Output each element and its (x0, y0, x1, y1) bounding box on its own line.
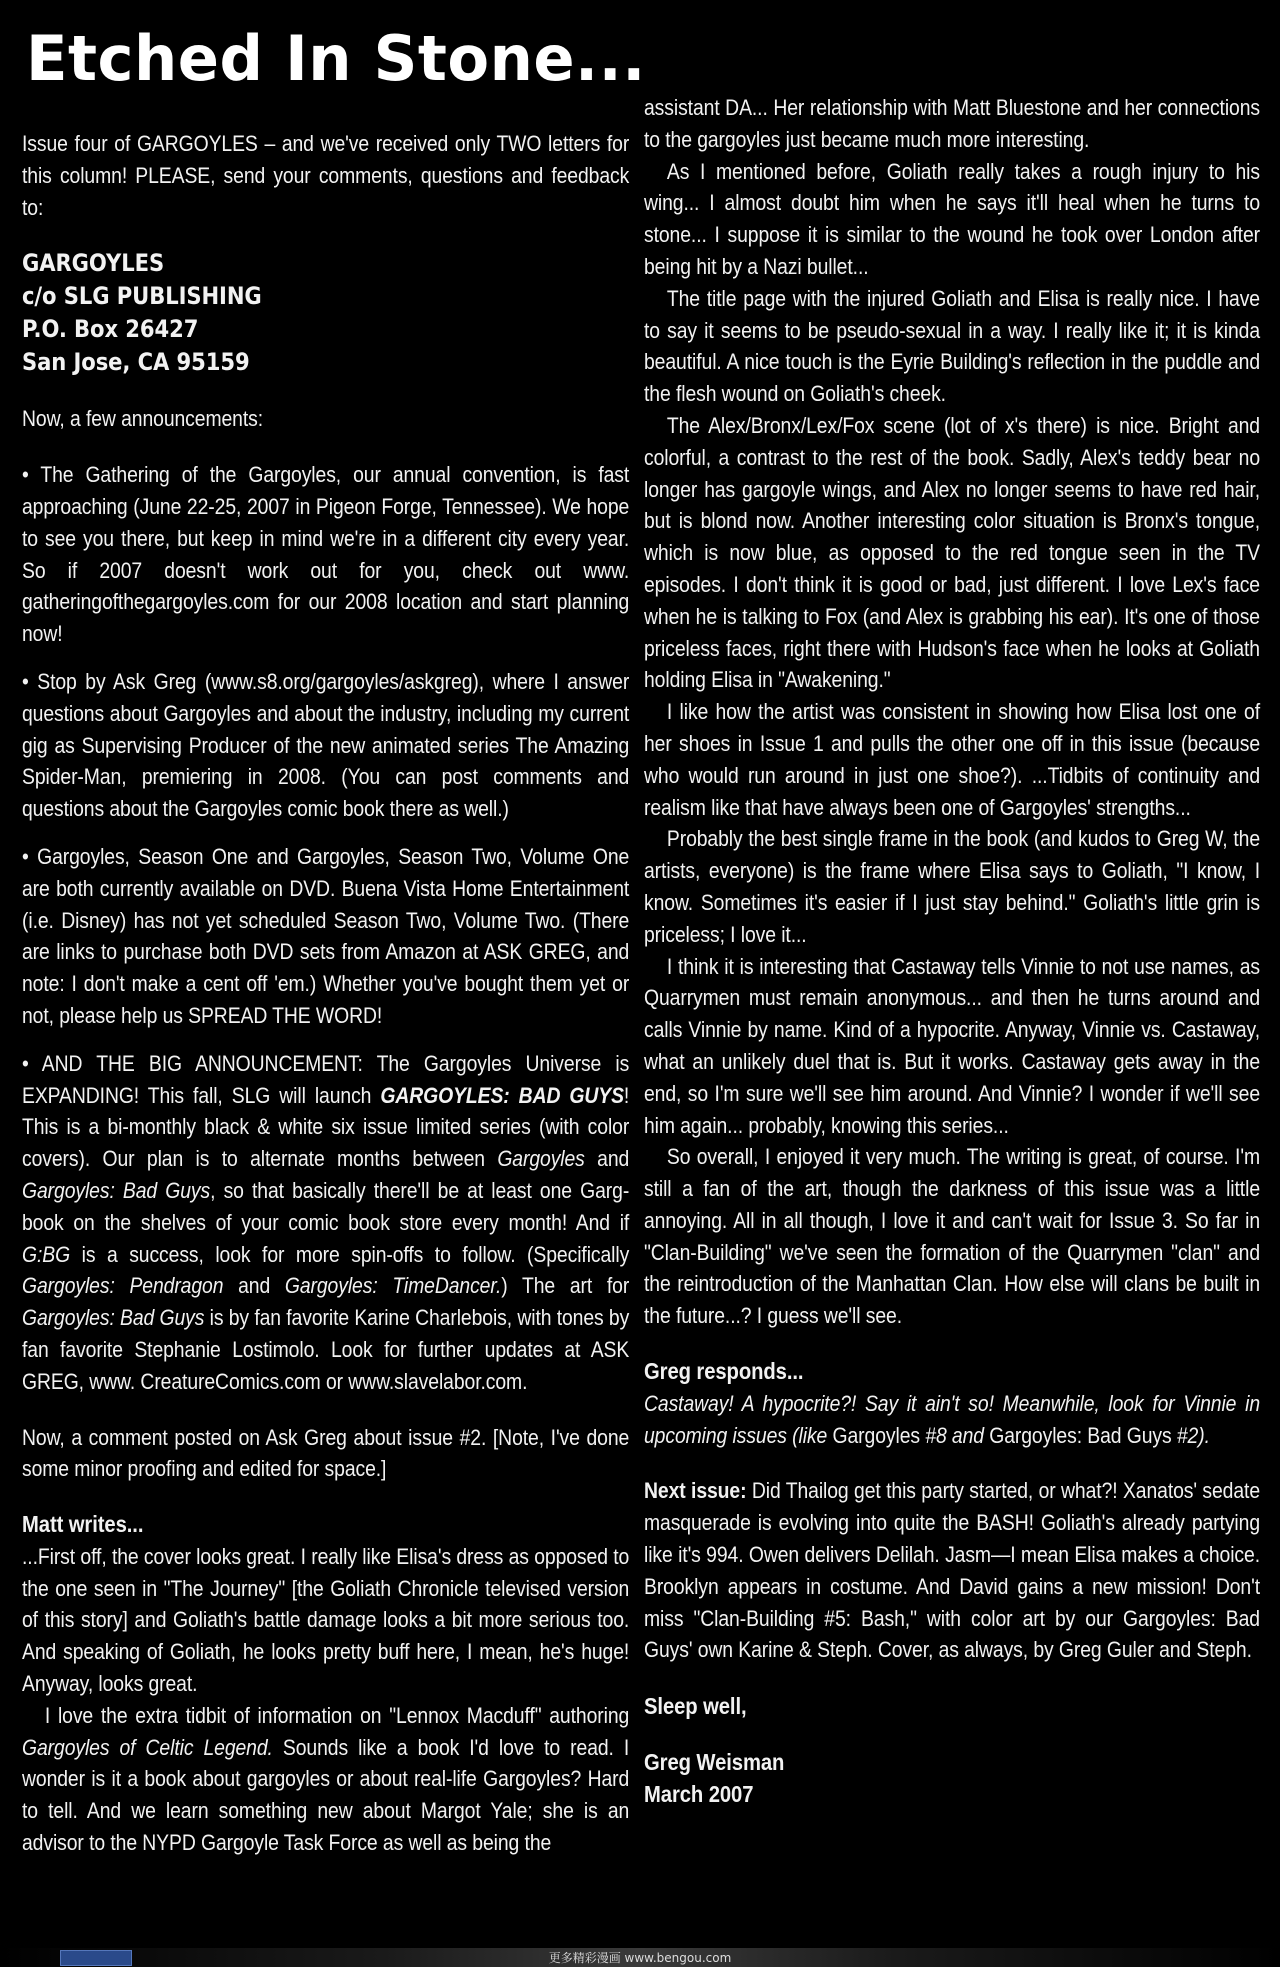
response-text: Castaway! A hypocrite?! Say it ain't so! Meanwhile, look for Vinnie in upcoming issues (like Gargoyles #8 and Gargoyles: Bad Guys #2). (644, 1390, 1260, 1448)
address-line: P.O. Box 26427 (22, 315, 199, 344)
announcements-intro: Now, a few announcements: (22, 406, 264, 432)
comment-intro: Now, a comment posted on Ask Greg about issue #2. [Note, I've done some minor proofing and edited for space.] (22, 1424, 630, 1482)
letter-paragraph: The title page with the injured Goliath and Elisa is really nice. I have to say it seems to be pseudo-sexual in a way. I really like it; it is kinda beautiful. A nice touch is the Eyrie Building's reflection in the puddle and the flesh wound on Goliath's cheek. (644, 285, 1260, 407)
right-column (644, 92, 1260, 1810)
address-line: c/o SLG PUBLISHING (22, 282, 262, 311)
announcement-gathering: • The Gathering of the Gargoyles, our annual convention, is fast approaching (June 22-25, 2007 in Pigeon Forge, Tennessee). We hope to see you there, but keep in mind we're in a different city every year. So if 2007 doesn't work out for you, check out www. gatheringofthegargoyles.com for our 2008 location and start planning now! (22, 462, 630, 647)
announcement-ask-greg: • Stop by Ask Greg (www.s8.org/gargoyles/askgreg), where I answer questions about Gargoyles and about the industry, including my current gig as Supervising Producer of the new animated series The Amazing Spider-Man, premiering in 2008. (You can post comments and questions about the Gargoyles comic book there as well.) (22, 668, 630, 822)
signoff: Sleep well, (644, 1693, 747, 1720)
letter-paragraph: ...First off, the cover looks great. I really like Elisa's dress as opposed to the one seen in "The Journey" [the Goliath Chronicle televised version of this story] and Goliath's battle damage looks a bit more serious too. And speaking of Goliath, he looks pretty buff here, I mean, he's huge! Anyway, looks great. (22, 1543, 630, 1697)
letter-paragraph: As I mentioned before, Goliath really takes a rough injury to his wing... I almost doubt him when he says it'll heal when he turns to stone... I suppose it is similar to the wound he took over London after being hit by a Nazi bullet... (644, 158, 1260, 279)
letter-paragraph: So overall, I enjoyed it very much. The writing is great, of course. I'm still a fan of the art, though the darkness of this issue was a little annoying. All in all though, I love it and can't wait for Issue 3. So far in "Clan-Building" we've seen the formation of the Quarrymen "clan" and the reintroduction of the Manhattan Clan. How else will clans be built in the future...? I guess we'll see. (644, 1144, 1260, 1329)
letter-paragraph: The Alex/Bronx/Lex/Fox scene (lot of x's there) is nice. Bright and colorful, a contrast to the rest of the book. Sadly, Alex's teddy bear no longer has gargoyle wings, and Alex no longer seems to have red hair, but is blond now. Another interesting color situation is Bronx's tongue, which is now blue, as opposed to the red tongue seen in the TV episodes. I don't think it is good or bad, just different. I love Lex's face when he is talking to Fox (and Alex is grabbing his ear). It's one of those priceless faces, right there with Hudson's face when he looks at Goliath holding Elisa in "Awakening." (644, 412, 1260, 693)
letter-paragraph: I like how the artist was consistent in showing how Elisa lost one of her shoes in Issue 1 and pulls the other one off in this issue (because who would run around in just one shoe?). ...Tidbits of continuity and realism like that have always been one of Gargoyles' strengths... (644, 699, 1260, 820)
letter-author-heading: Matt writes... (22, 1511, 144, 1538)
mailing-address (22, 247, 629, 379)
response-heading: Greg responds... (644, 1358, 804, 1385)
address-line: San Jose, CA 95159 (22, 348, 250, 377)
author-name: Greg Weisman (644, 1749, 785, 1776)
letter-paragraph: Probably the best single frame in the book (and kudos to Greg W, the artists, everyone) is the frame where Elisa says to Goliath, "I know, I know. Sometimes it's easier if I just stay behind." Goliath's little grin is priceless; I love it... (644, 826, 1260, 947)
page-title: Etched In Stone... (26, 22, 646, 95)
announcement-bad-guys: • AND THE BIG ANNOUNCEMENT: The Gargoyles Universe is EXPANDING! This fall, SLG will launch GARGOYLES: BAD GUYS! This is a bi-monthly black & white six issue limited series (with color covers). Our plan is to alternate months between Gargoyles and Gargoyles: Bad Guys, so that basically there'll be at least one Garg-book on the shelves of your comic book store every month! And if G:BG is a success, look for more spin-offs to follow. (Specifically Gargoyles: Pendragon and Gargoyles: TimeDancer.) The art for Gargoyles: Bad Guys is by fan favorite Karine Charlebois, with tones by fan favorite Stephanie Lostimolo. Look for further updates at ASK GREG, www. CreatureComics.com or www.slavelabor.com. (22, 1050, 630, 1394)
address-line: GARGOYLES (22, 249, 165, 278)
footer-watermark-text: 更多精彩漫画 www.bengou.com (548, 1951, 732, 1965)
letter-date: March 2007 (644, 1781, 754, 1808)
announcement-dvd: • Gargoyles, Season One and Gargoyles, Season Two, Volume One are both currently available on DVD. Buena Vista Home Entertainment (i.e. Disney) has not yet scheduled Season Two, Volume Two. (There are links to purchase both DVD sets from Amazon at ASK GREG, and note: I don't make a cent off 'em.) Whether you've bought them yet or not, please help us SPREAD THE WORD! (22, 843, 630, 1028)
letter-paragraph: I think it is interesting that Castaway tells Vinnie to not use names, as Quarrymen must remain anonymous... and then he turns around and calls Vinnie by name. Kind of a hypocrite. Anyway, Vinnie vs. Castaway, what an unlikely duel that is. But it works. Castaway gets away in the end, so I'm sure we'll see him around. And Vinnie? I wonder if we'll see him again... probably, knowing this series... (644, 953, 1260, 1138)
intro-paragraph: Issue four of GARGOYLES – and we've received only TWO letters for this column! PLEASE, send your comments, questions and feedback to: (22, 131, 630, 220)
letter-paragraph: I love the extra tidbit of information on "Lennox Macduff" authoring Gargoyles of Celtic Legend. Sounds like a book I'd love to read. I wonder is it a book about gargoyles or about real-life Gargoyles? Hard to tell. And we learn something new about Margot Yale; she is an advisor to the NYPD Gargoyle Task Force as well as being the (22, 1702, 630, 1856)
next-issue-preview: Next issue: Did Thailog get this party started, or what?! Xanatos' sedate masquerade is evolving into quite the BASH! Goliath's already partying like it's 994. Owen delivers Delilah. Jasm—I mean Elisa makes a choice. Brooklyn appears in costume. And David gains a new mission! Don't miss "Clan-Building #5: Bash," with color art by our Gargoyles: Bad Guys' own Karine & Steph. Cover, as always, by Greg Guler and Steph. (644, 1478, 1261, 1663)
letter-paragraph: assistant DA... Her relationship with Matt Bluestone and her connections to the gargoyles just became much more interesting. (644, 95, 1260, 152)
left-column (22, 128, 629, 1859)
